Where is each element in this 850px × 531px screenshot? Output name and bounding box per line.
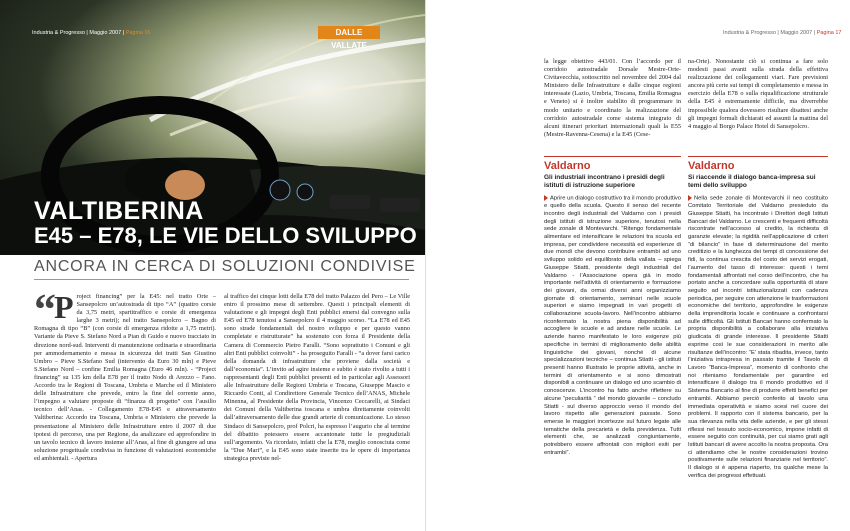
issue-date: Maggio 2007 bbox=[780, 30, 813, 36]
magazine-name: Industria & Progresso bbox=[32, 30, 85, 36]
article-headline bbox=[34, 198, 417, 247]
header-separator: | bbox=[86, 30, 88, 36]
drop-cap: P bbox=[54, 293, 74, 325]
page-number: Pagina 17 bbox=[816, 30, 842, 36]
bullet-arrow-icon bbox=[688, 195, 692, 201]
article-subtitle: ANCORA IN CERCA DI SOLUZIONI CONDIVISE bbox=[34, 258, 416, 275]
headline-line1: VALTIBERINA bbox=[34, 197, 204, 225]
article-column-1 bbox=[34, 293, 216, 523]
header-separator: | bbox=[122, 30, 125, 36]
header-separator: | bbox=[777, 30, 779, 36]
continued-column-2: na-Orte). Nonostante ciò si continua a fare solo modesti passi avanti sulla strada della effettiva realizzazione dei collegamenti viari. Fare previsioni ancora più certe sui tempi di completamento e messa in esercizio della E78 o sulla riqualificazione strutturale della E45 è estremamente difficile, ma diverrebbe impossibile qualora dovessero risultare disattesi anche gli impegni formali dichiarati ed assunti la mattina del 4 maggio al Borgo Palace Hotel di Sansepolcro. bbox=[688, 58, 828, 130]
section-subtitle: Gli industriali incontrano i presidi degli istituti di istruzione superiore bbox=[544, 174, 665, 189]
header-separator: | bbox=[813, 30, 816, 36]
section-tag: DALLE VALLATE bbox=[318, 26, 380, 39]
article-text: Nella sede zonale di Montevarchi il neo costituito Comitato Territoriale del Valdarno presieduto da Giuseppe Stiatti, ha incontrato i Direttori degli Istituti Bancari del Valdarno. Le crescenti e frequenti difficoltà riscontrate nell’accesso al credito, la richiesta di garanzie elevate; la rigidità nell’applicazione di criteri “di bilancio” in fase di determinazione del merito creditizio e la lunghezza dei tempi di concessione dei fidi, la continua crescita del costo dei servizi erogati, l’aumento del tasso di interesse: questi i temi fondamentali affrontati nel corso dell’incontro, che ha portato anche a concordare sulla opportunità di stare seguito ad incontri istituzionalizzati con cadenza periodica, per seguire con attenzione le trasformazioni economiche del territorio, approfondire le esigenze della imprenditoria locale e continuare a confrontarsi sulle difficoltà. Gli Istituti Bancari hanno confermato la propria disponibilità a collaborare alla iniziativa giudicata di grande interesse. Il presidente Stiatti esprime così le sue considerazioni in merito alle risultanze dell’incontro: “E’ stata ribadita, invece, tanto l’iniziativa intrapresa in passato tramite il Tavolo di Lavoro “Banca-Impresa”, momento di confronto che noi riteniamo fondamentale per garantire ed intensificare il dialogo tra il mondo produttivo ed il Sistema Bancario al fine di produrre effetti benefici per entrambi. Abbiamo perciò conferito al tavolo una immediata operatività e siamo scesi nel cuore dei problemi. Il rapporto con il sistema bancario, per la sua rilevanza nella vita delle aziende, e per gli stessi riflessi nel tessuto socio-economico, impone infatti di essere seguito con continuità, per cui siamo grati agli Istituti bancari di avere accolto la nostra proposta. Ora ci attendiamo che le nostre considerazioni trovino positivamente sulle relazioni finanziarie nel territorio”. Il dialogo si è appena riaperto, tra qualche mese la verifica dei progressi effettuati. bbox=[688, 195, 828, 479]
sidebar-article-2 bbox=[688, 156, 828, 190]
article-column-2: al traffico dei cinque lotti della E78 del tratto Palazzo del Pero – Le Ville entro il prossimo mese di settembre. Questi i principali elementi di valutazione e gli impegni degli Enti pubblici emersi dal convegno sulla E45 ed E78 tenutosi a Sansepolcro il 4 maggio scorso. “La E78 ed E45 sono strade fondamentali del nostro sviluppo e per questo vanno completate e ristrutturate” ha sostenuto con forza il Presidente della Camera di Commercio Pietro Faralli. “Sono soprattutto i Comuni e gli altri Enti pubblici coinvolti” - ha proseguito Faralli - “a dover farsi carico della domanda di infrastrutture che proviene dalla società e dall’economia”. L’invito ad agire insieme e subito è stato rivolto a tutti i rappresentanti degli Enti pubblici presenti ed in particolar agli Assessori alle Infrastrutture delle Regioni Umbria e Toscana, Giuseppe Mascio e Riccardo Conti, al Condirettore Generale Tecnico dell’ANAS, Michele Minenna, al Presidente della Provincia, Vincenzo Ceccarelli, ai Sindaci dei Comuni della Valtiberina toscana e umbra direttamente coinvolti dall’attraversamento delle due grandi arterie di comunicazione. Lo stesso Sindaco di Sansepolcro, prof Polcri, ha espresso l’augurio che al termine del dibattito potessero essere accantonate tutte le pregiudiziali sull’argomento. Va ricordato, infatti che la E78, meglio conosciuta come la “Due Mari”, e la E45 sono state inserite tra le opere di importanza strategica previste nel- bbox=[224, 293, 410, 462]
headline-line2: E45 – E78, LE VIE DELLO SVILUPPO bbox=[34, 223, 417, 248]
section-rule bbox=[688, 156, 828, 157]
magazine-name: Industria & Progresso bbox=[723, 30, 776, 36]
column-text: roject financing” per la E45: nel tratto Orte – Sansepolcro un’autostrada di tipo “A” (quattro corsie da 3,75 metri, spartitraffico e corsie di emergenza larghe 3 metri); nel tratto Sansepolcro – Bagno di Romagna di tipo “B” (con corsie di emergenza ridotte a 1,75 metri). Variante da Pieve S. Stefano Nord a Pian di Guido e nuovo tracciato in direzione nord-sud. Interventi di manutenzione ordinaria e straordinaria per ammodernamento e messa in sicurezza dei tratti San Giustino Umbro – Pieve S.Stefano Sud (intervento da Euro 30 mln) e Pieve S.Stefano Nord – confine Emilia Romagna (Euro 46 mln). - “Project financing” su 135 km della E78 per il tratto Nodo di Arezzo – Fano. Accordo tra le Regioni di Toscana, Umbria e Marche ed il Ministero delle Infrastrutture che prevede, entro la fine del corrente anno, l’impegno a valutare proposte di “finanza di progetto” con l’ausilio tecnico dell’Anas. - Collegamento E78-E45 e attraversamento Valtiberina: Accordo tra Toscana, Umbria e Ministero che prevede la presentazione al Ministero delle Infrastrutture entro il 2007 di due ipotesi di percorso, una per Regione, da analizzare ed approfondire in un tavolo tecnico di lavoro insieme all’Anas, al fine di giungere ad una soluzione progettuale condivisa in funzione di valutazioni economiche ed ambientali. - Apertura bbox=[34, 293, 216, 462]
sidebar-article-2-body bbox=[688, 195, 828, 525]
issue-date: Maggio 2007 bbox=[89, 30, 122, 36]
article-text: Aprire un dialogo costruttivo tra il mondo produttivo e quello della scuola. Questo il senso del recente incontro degli industriali del Valdarno con i presidi degli istituti di istruzione superiore, tenutosi nella sede zonale di Montevarchi. “Ritengo fondamentale alimentare ed intensificare le relazioni tra scuola ed impresa, per condividere necessità ed esperienze di due mondi che devono contribuire entrambi ad uno sviluppo solido ed equilibrato della vallata – spiega Giuseppe Stiatti, presidente degli industriali del Valdarno - l’Associazione opera già in modo importante nell’attività di orientamento e formazione dei giovani, da ormai diversi anni organizziamo giornate di orientamento, seminari nelle scuole superiori e siamo impegnati in vari progetti di collaborazione scuola-lavoro. Nell’incontro abbiamo riconfermato la nostra piena disponibilità ad accogliere le scuole e ad andare nelle scuole. Le aziende hanno manifestato le loro esigenze più specifiche in termini di miglioramento delle abilità linguistiche dei giovani, nonché di alcune specializzazioni tecniche – continua Stiatti - gli istituti presenti hanno illustrato le proprie attività, anche in termini di orientamento e si sono dimostrati disponibili a continuare un dialogo ed uno scambio di conoscenze. L’incontro ha fatto anche riflettere su alcune “peculiarità ” del mondo giovanile – concludo Stiatti - sul diverso approccio verso il mondo del lavoro rispetto alle generazioni passate. Sono emerse le maggiori incertezze sul futuro legate alle tematiche della precarietà e della previdenza. Tutti elementi che, se analizzati congiuntamente, potrebbero essere affrontati con migliori esiti per entrambi”. bbox=[544, 195, 681, 456]
continued-column-1: la legge obiettivo 443/01. Con l’accordo per il corridoio autostradale Dorsale Mestre-Orte-Civitavecchia, sottoscritto nel novembre del 2004 dal Ministero delle Infrastrutture e dalle cinque regioni interessate (Lazio, Umbria, Toscana, Emilia Romagna e Veneto) si è inoltre stabilito di programmare in modo unitario e coordinato la realizzazione del corridoio autostradale come sistema integrato di alcuni itinerari prioritari internazionali quali la E55 (Mestre-Ravenna-Cesena) e la E45 (Cese- bbox=[544, 58, 681, 138]
page-header bbox=[32, 30, 150, 36]
sidebar-article-1 bbox=[544, 156, 681, 190]
section-title: Valdarno bbox=[688, 160, 735, 172]
section-rule bbox=[544, 156, 681, 157]
page-header bbox=[723, 30, 841, 36]
page-number: Pagina 16 bbox=[125, 30, 151, 36]
right-page bbox=[425, 0, 850, 531]
sidebar-article-1-body bbox=[544, 195, 681, 525]
quote-mark: “ bbox=[34, 285, 56, 334]
section-subtitle: Si riaccende il dialogo banca-impresa sui temi dello sviluppo bbox=[688, 174, 816, 189]
divider bbox=[34, 279, 409, 280]
bullet-arrow-icon bbox=[544, 195, 548, 201]
section-title: Valdarno bbox=[544, 160, 591, 172]
